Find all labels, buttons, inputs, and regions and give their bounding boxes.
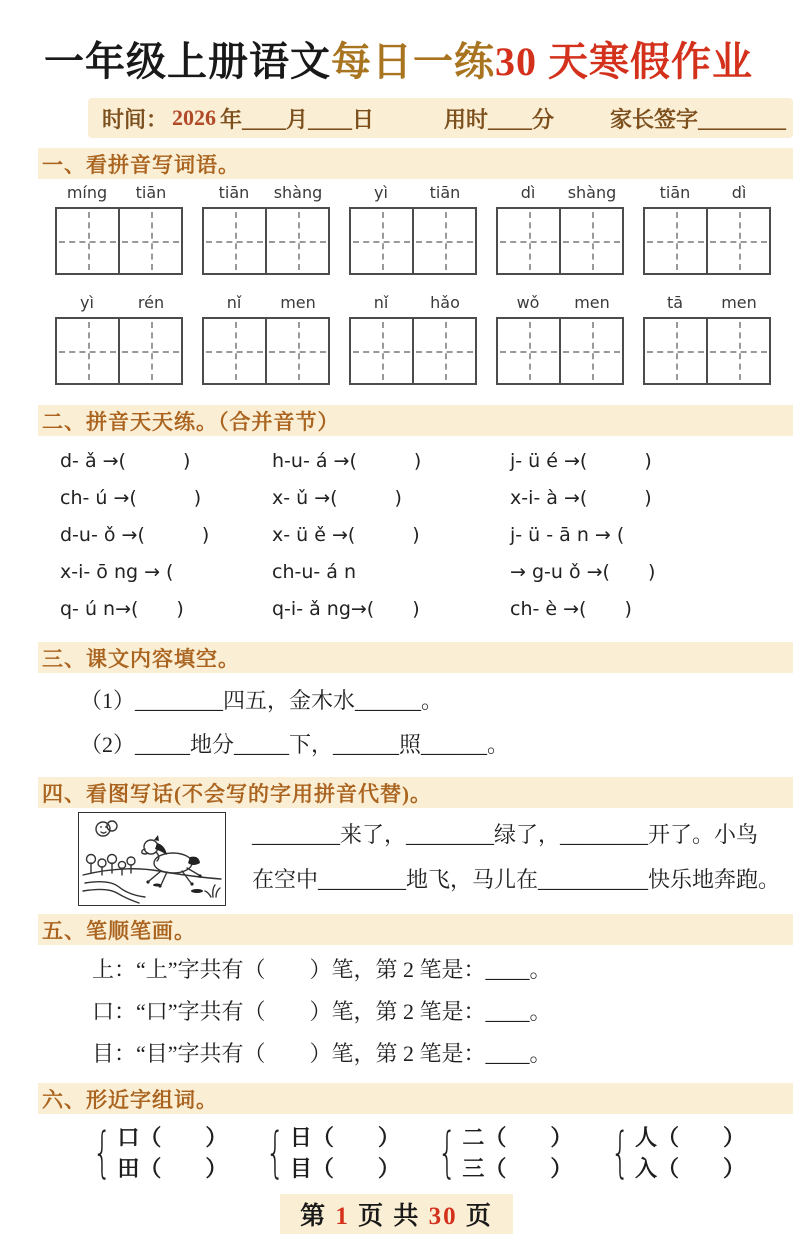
pinyin-label: men xyxy=(574,293,610,312)
total-page-number: 30 xyxy=(428,1203,458,1230)
syllable-item: → g-u ǒ →( ) xyxy=(510,561,656,583)
syllable-item: q- ú n→( ) xyxy=(60,598,184,620)
section6-heading-bar xyxy=(38,1083,793,1114)
writing-grid xyxy=(643,207,771,275)
footer-text: 页 共 xyxy=(349,1203,429,1230)
pair-item: 口（ ） xyxy=(117,1125,228,1150)
syllable-item: x-i- ō ng → ( xyxy=(60,561,174,583)
grid-cell xyxy=(412,319,475,383)
year-value: 2026 xyxy=(172,105,217,130)
character-pair-group xyxy=(430,1122,572,1184)
pinyin-label: míng xyxy=(66,183,108,202)
pinyin-label: men xyxy=(280,293,316,312)
section2-heading: 二、拼音天天练。（合并音节） xyxy=(42,409,340,434)
pinyin-label: nǐ xyxy=(226,293,242,312)
pinyin-label: yì xyxy=(80,293,94,312)
grid-cell xyxy=(351,319,412,383)
grid-cell xyxy=(351,209,412,273)
writing-line: 在空中________地飞，马儿在__________快乐地奔跑。 xyxy=(252,867,781,892)
pinyin-group xyxy=(202,183,330,275)
pair-item: 入（ ） xyxy=(634,1156,745,1181)
horse-scene-drawing xyxy=(79,813,225,905)
pinyin-label: men xyxy=(721,293,757,312)
pinyin-group xyxy=(55,293,183,385)
pair-item: 二（ ） xyxy=(462,1125,573,1150)
grid-cell xyxy=(118,319,181,383)
syllable-item: q-i- ǎ ng→( ) xyxy=(272,598,420,620)
pinyin-label: tiān xyxy=(218,183,250,202)
syllable-merge-exercise xyxy=(60,444,793,626)
syllable-item: ch- è →( ) xyxy=(510,598,632,620)
time-label: 时间： xyxy=(102,106,169,132)
stroke-item: 上：“上”字共有（ ）笔，第 2 笔是：____。 xyxy=(92,957,552,982)
grid-cell xyxy=(706,319,769,383)
writing-grid xyxy=(55,207,183,275)
pinyin-label: rén xyxy=(137,293,165,312)
grid-cell xyxy=(57,209,118,273)
pinyin-group xyxy=(496,183,624,275)
grid-cell xyxy=(204,209,265,273)
grid-cell xyxy=(204,319,265,383)
character-pair-group xyxy=(85,1122,227,1184)
syllable-item: h-u- á →( ) xyxy=(272,450,422,472)
syllable-item: x-i- à →( ) xyxy=(510,487,652,509)
grid-cell xyxy=(706,209,769,273)
picture-writing-lines xyxy=(252,812,780,902)
scene-illustration xyxy=(78,812,226,906)
pinyin-group xyxy=(349,293,477,385)
stroke-item: 口：“口”字共有（ ）笔，第 2 笔是：____。 xyxy=(92,999,552,1024)
picture-writing-block xyxy=(78,812,793,906)
fill-item: （1）________四五，金木水______。 xyxy=(80,688,444,713)
pair-item: 目（ ） xyxy=(289,1156,400,1181)
section1-heading-bar xyxy=(38,148,793,179)
section1-heading: 一、看拼音写词语。 xyxy=(42,152,240,177)
grid-cell xyxy=(118,209,181,273)
syllable-item: j- ü - ā n → ( xyxy=(510,524,625,546)
writing-grid xyxy=(349,317,477,385)
title-series: 每日一练 xyxy=(331,39,495,84)
syllable-item: ch-u- á n xyxy=(272,561,357,583)
writing-grid xyxy=(202,317,330,385)
writing-grid xyxy=(55,317,183,385)
grid-cell xyxy=(498,319,559,383)
pinyin-group xyxy=(496,293,624,385)
writing-grid xyxy=(643,317,771,385)
brace-glyph: { xyxy=(92,1121,112,1184)
pinyin-label: dì xyxy=(520,183,536,202)
pinyin-label: hǎo xyxy=(430,293,460,312)
writing-grid xyxy=(349,207,477,275)
pinyin-label: tā xyxy=(666,293,684,312)
pinyin-label: nǐ xyxy=(373,293,389,312)
footer-text: 第 xyxy=(300,1203,336,1230)
pinyin-grid-row-1 xyxy=(55,183,771,275)
pinyin-group xyxy=(643,293,771,385)
brace-glyph: { xyxy=(265,1121,285,1184)
brace-glyph: { xyxy=(610,1121,630,1184)
section5-heading-bar xyxy=(38,914,793,945)
pinyin-grid-row-2 xyxy=(55,293,771,385)
stroke-item: 目：“目”字共有（ ）笔，第 2 笔是：____。 xyxy=(92,1041,552,1066)
writing-grid xyxy=(202,207,330,275)
fill-in-blanks xyxy=(80,679,793,767)
grid-cell xyxy=(559,209,622,273)
pinyin-label: tiān xyxy=(659,183,691,202)
section6-heading: 六、形近字组词。 xyxy=(42,1087,218,1112)
stroke-order-exercise xyxy=(92,949,793,1075)
signature-blank: 家长签字________ xyxy=(610,106,787,132)
pair-item: 人（ ） xyxy=(634,1125,745,1150)
footer-text: 页 xyxy=(457,1203,493,1230)
grid-cell xyxy=(645,209,706,273)
grid-cell xyxy=(559,319,622,383)
syllable-item: j- ü é →( ) xyxy=(510,450,652,472)
syllable-item: x- ü ě →( ) xyxy=(272,524,420,546)
syllable-item: d-u- ǒ →( ) xyxy=(60,524,210,546)
similar-characters-exercise xyxy=(85,1122,745,1184)
current-page-number: 1 xyxy=(335,1203,350,1230)
character-pair-group xyxy=(603,1122,745,1184)
grid-cell xyxy=(57,319,118,383)
grid-cell xyxy=(265,319,328,383)
pinyin-label: wǒ xyxy=(516,293,540,312)
pinyin-label: shàng xyxy=(273,183,323,202)
fill-item: （2）_____地分_____下，______照______。 xyxy=(80,732,510,757)
page-footer xyxy=(0,1194,793,1234)
character-pair-group xyxy=(258,1122,400,1184)
grid-cell xyxy=(645,319,706,383)
writing-grid xyxy=(496,207,624,275)
section3-heading-bar xyxy=(38,642,793,673)
writing-grid xyxy=(496,317,624,385)
pinyin-group xyxy=(643,183,771,275)
section4-heading-bar xyxy=(38,777,793,808)
pinyin-label: shàng xyxy=(567,183,617,202)
syllable-item: x- ǔ →( ) xyxy=(272,487,402,509)
grid-cell xyxy=(412,209,475,273)
title-edition: 30 天寒假作业 xyxy=(495,39,753,84)
page-title xyxy=(44,36,793,88)
brace-glyph: { xyxy=(437,1121,457,1184)
title-course: 一年级上册语文 xyxy=(44,39,331,84)
meta-bar xyxy=(88,98,793,138)
pair-item: 三（ ） xyxy=(462,1156,573,1181)
pinyin-group xyxy=(349,183,477,275)
syllable-item: ch- ú →( ) xyxy=(60,487,202,509)
pinyin-label: yì xyxy=(374,183,388,202)
pinyin-label: tiān xyxy=(429,183,461,202)
page-number-indicator xyxy=(280,1194,513,1234)
writing-line: ________来了，________绿了，________开了。小鸟 xyxy=(252,822,759,847)
pair-item: 日（ ） xyxy=(289,1125,400,1150)
pinyin-label: dì xyxy=(731,183,747,202)
section2-heading-bar xyxy=(38,405,793,436)
section3-heading: 三、课文内容填空。 xyxy=(42,646,240,671)
pinyin-group xyxy=(202,293,330,385)
pair-item: 田（ ） xyxy=(117,1156,228,1181)
grid-cell xyxy=(265,209,328,273)
syllable-item: d- ǎ →( ) xyxy=(60,450,191,472)
section4-heading: 四、看图写话(不会写的字用拼音代替)。 xyxy=(42,781,432,806)
pinyin-label: tiān xyxy=(135,183,167,202)
date-blanks: 年____月____日 xyxy=(220,106,375,132)
grid-cell xyxy=(498,209,559,273)
pinyin-group xyxy=(55,183,183,275)
section5-heading: 五、笔顺笔画。 xyxy=(42,918,196,943)
duration-blank: 用时____分 xyxy=(444,106,555,132)
